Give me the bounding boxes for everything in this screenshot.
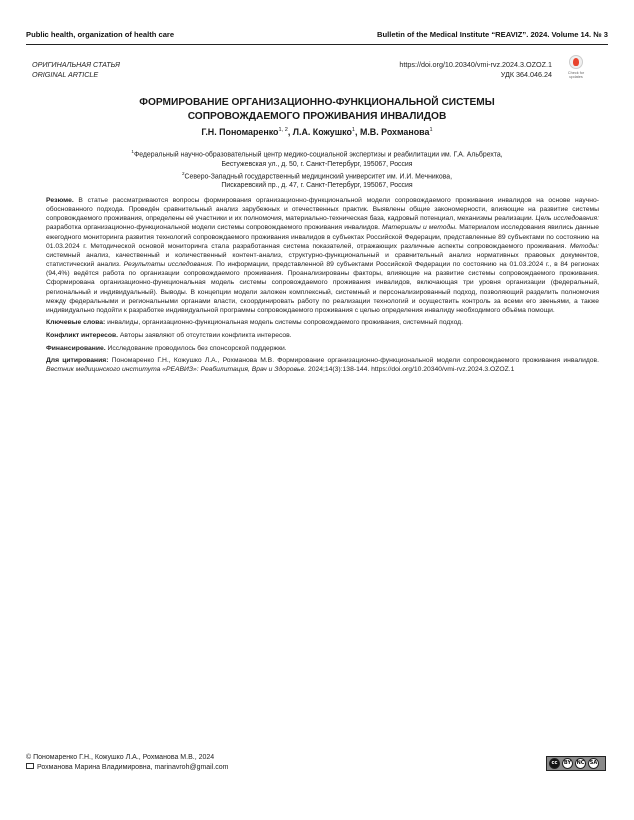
author-name: М.В. Рохманова [359,127,430,137]
section-title: Public health, organization of health care [26,30,175,39]
title-line: ФОРМИРОВАНИЕ ОРГАНИЗАЦИОННО-ФУНКЦИОНАЛЬНОЙ СИСТЕМЫ [139,97,495,108]
affiliation-line: $^2$Северо-Западный государственный медицинский университет им. И.И. Мечникова, [181,170,453,180]
abstract-section [46,196,599,378]
nc-icon: NC [575,758,586,769]
author-list: Г.Н. Пономаренко$^{1, 2}$, Л.А. Кожушко$^1$, М.В. Рохманова$^1$ [201,127,433,137]
article-type-ru: ОРИГИНАЛЬНАЯ СТАТЬЯ [32,60,120,69]
affiliation-line: Бестужевская ул., д. 50, г. Санкт-Петербург, 195067, Россия [221,160,413,168]
keywords: Ключевые слова: инвалиды, организационно-функциональная модель системы сопровождаемого проживания, системный подход. [46,319,463,327]
article-title [40,96,594,123]
author-affiliation-ref: 1 [429,127,433,134]
cc-license-badge[interactable] [546,756,606,771]
contact-line: Рохманова Марина Владимировна, marinavroh@gmail.com [26,763,486,773]
article-identifiers [399,60,552,80]
doi-link[interactable]: https://doi.org/10.20340/vmi-rvz.2024.3.OZOZ.1 [399,60,552,69]
copyright-line: © Пономаренко Г.Н., Кожушко Л.А., Рохманова М.В., 2024 [26,754,215,761]
crossmark-icon [569,55,583,69]
page-footer [26,753,486,772]
article-type [32,60,120,80]
check-for-updates-badge[interactable] [562,55,590,85]
cc-icon: cc [549,758,560,769]
envelope-icon [26,763,34,769]
affiliations [40,147,594,190]
title-line: СОПРОВОЖДАЕМОГО ПРОЖИВАНИЯ ИНВАЛИДОВ [187,110,447,122]
author-affiliation-ref: 1, 2 [278,127,288,134]
header-divider [26,44,608,45]
udk-code: УДК 364.046.24 [500,70,552,79]
running-header [26,26,608,43]
by-icon: BY [562,758,573,769]
abstract-paragraph: Резюме. В статье рассматриваются вопросы формирования организационно-функциональной модели сопровождаемого проживания инвалидов на основе научно-обоснованного подхода. Проведён сравнительный анализ зарубежных и отечественных практик. Выявлены общие закономерности, влияющие на развитие системы сопровождаемого проживания, определены её участники и их полномочия, материально-техническая база, кадровый потенциал, механизмы реализации. Цель исследования: разработка организационно-функциональной модели системы сопровождаемого проживания инвалидов. Материалы и методы. Материалом исследования явились данные ежегодного мониторинга развития технологий сопровождаемого проживания инвалидов в субъектах Российской Федерации, представленные 89 субъектами по состоянию на 01.03.2024 г. Методической основой мониторинга стала разработанная система показателей, отражающих различные аспекты сопровождаемого проживания. Методы: системный анализ, качественный и количественный контент-анализ, структурно-функциональный и сравнительный анализ нормативных правовых документов, статистический анализ. Результаты исследования. По информации, представленной 89 субъектами Российской Федерации по состоянию на 01.03.2024 г., в 84 регионах (94,4%) ведётся работа по организации сопровождаемого проживания. Проанализированы факторы, влияющие на развитие системы сопровождаемого проживания. Сформирована организационно-функциональная модель системы сопровождаемого проживания инвалидов, включающая три уровня организации (федеральный, региональный и индивидуальный). Выводы. В концепции модели заложен комплексный, системный и персонализированный подход, позволяющий разделить полномочия между федеральными и региональными органами власти, скоординировать работу по реализации технологий и осуществить контроль за всеми его звеньями, а также индивидуально подойти к разработке индивидуальной программы сопровождаемого проживания с целью определения инвалиду необходимого объёма помощи. [46,197,600,314]
journal-info: Bulletin of the Medical Institute “REAVIZ”. 2024. Volume 14. № 3 [377,30,608,39]
author-affiliation-ref: 1 [351,127,356,134]
affiliation-line: $^1$Федеральный научно-образовательный центр медико-социальной экспертизы и реабилитации им. Г.А. Альбрехта, [131,149,503,159]
sa-icon: SA [588,758,599,769]
author-name: Г.Н. Пономаренко [201,127,279,137]
funding: Финансирование. Исследование проводилось без спонсорской поддержки. [46,344,287,352]
conflict-of-interest: Конфликт интересов. Авторы заявляют об отсутствии конфликта интересов. [46,331,292,339]
citation: Для цитирования: Пономаренко Г.Н., Кожушко Л.А., Рохманова М.В. Формирование организационно-функциональной модели сопровождаемого проживания инвалидов. Вестник медицинского института «РЕАВИЗ»: Реабилитация, Врач и Здоровье. 2024;14(3):138-144. https://doi.org/10.20340/vmi-rvz.2024.3.OZOZ.1 [46,357,600,374]
badge-label: Check for updates [567,71,585,80]
article-type-en: ORIGINAL ARTICLE [32,70,99,79]
affiliation-line: Пискаревский пр., д. 47, г. Санкт-Петербург, 195067, Россия [221,182,413,190]
author-name: Л.А. Кожушко [292,127,352,137]
